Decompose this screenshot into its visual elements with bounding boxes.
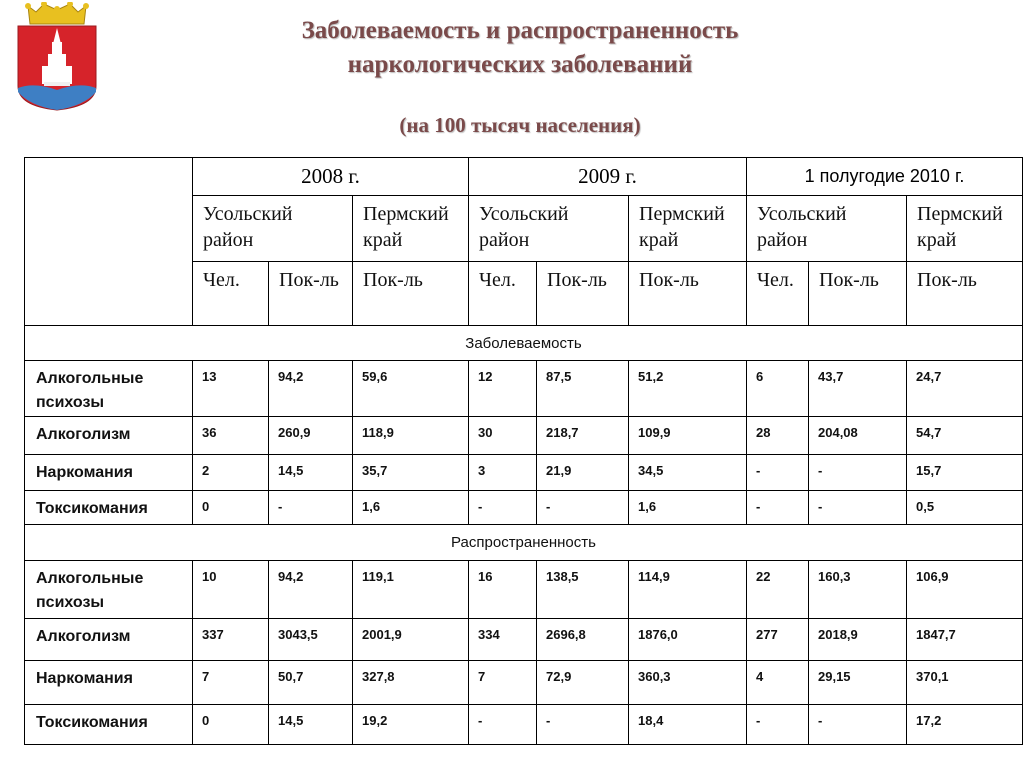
value-cell: - — [747, 491, 809, 525]
subheader-cell: Пок-ль — [537, 262, 629, 326]
value-cell: 1,6 — [353, 491, 469, 525]
row-label: Токсикомания — [25, 491, 193, 525]
value-cell: 7 — [469, 661, 537, 705]
row-label: Алкоголизм — [25, 417, 193, 455]
value-cell: 15,7 — [907, 455, 1023, 491]
header-corner-cell — [25, 158, 193, 326]
row-label: Наркомания — [25, 661, 193, 705]
value-cell: 7 — [193, 661, 269, 705]
value-cell: 36 — [193, 417, 269, 455]
year-header: 2009 г. — [469, 158, 747, 196]
value-cell: 12 — [469, 361, 537, 417]
value-cell: 334 — [469, 619, 537, 661]
value-cell: 370,1 — [907, 661, 1023, 705]
value-cell: 43,7 — [809, 361, 907, 417]
row-label: Алкогольные психозы — [25, 561, 193, 619]
table-row — [25, 361, 1023, 417]
value-cell: - — [809, 455, 907, 491]
table-row — [25, 619, 1023, 661]
subheader-cell: Чел. — [747, 262, 809, 326]
value-cell: 29,15 — [809, 661, 907, 705]
coat-of-arms-emblem — [14, 2, 100, 112]
table-row — [25, 705, 1023, 745]
value-cell: 0,5 — [907, 491, 1023, 525]
subheader-cell: Чел. — [193, 262, 269, 326]
value-cell: 34,5 — [629, 455, 747, 491]
value-cell: 3 — [469, 455, 537, 491]
value-cell: 22 — [747, 561, 809, 619]
year-header: 1 полугодие 2010 г. — [747, 158, 1023, 196]
title-line-2: наркологических заболеваний — [347, 51, 693, 78]
value-cell: 19,2 — [353, 705, 469, 745]
value-cell: - — [747, 455, 809, 491]
value-cell: 87,5 — [537, 361, 629, 417]
region-header: Усольский район — [747, 196, 907, 262]
value-cell: 72,9 — [537, 661, 629, 705]
value-cell: 24,7 — [907, 361, 1023, 417]
row-label: Наркомания — [25, 455, 193, 491]
section-title: Заболеваемость — [25, 326, 1023, 361]
value-cell: 327,8 — [353, 661, 469, 705]
value-cell: - — [537, 705, 629, 745]
subheader-cell: Пок-ль — [809, 262, 907, 326]
value-cell: 35,7 — [353, 455, 469, 491]
value-cell: 6 — [747, 361, 809, 417]
table-row — [25, 455, 1023, 491]
value-cell: 138,5 — [537, 561, 629, 619]
row-label: Алкогольные психозы — [25, 361, 193, 417]
value-cell: 21,9 — [537, 455, 629, 491]
value-cell: 118,9 — [353, 417, 469, 455]
value-cell: 2696,8 — [537, 619, 629, 661]
value-cell: 28 — [747, 417, 809, 455]
value-cell: 260,9 — [269, 417, 353, 455]
value-cell: 94,2 — [269, 561, 353, 619]
value-cell: 1,6 — [629, 491, 747, 525]
value-cell: 277 — [747, 619, 809, 661]
statistics-table — [24, 157, 1023, 745]
value-cell: 54,7 — [907, 417, 1023, 455]
subheader-cell: Чел. — [469, 262, 537, 326]
region-header: Усольский район — [193, 196, 353, 262]
value-cell: 0 — [193, 491, 269, 525]
section-title: Распространенность — [25, 525, 1023, 561]
value-cell: 50,7 — [269, 661, 353, 705]
region-header: Пермский край — [353, 196, 469, 262]
subheader-cell: Пок-ль — [629, 262, 747, 326]
region-header: Усольский район — [469, 196, 629, 262]
value-cell: 4 — [747, 661, 809, 705]
value-cell: 59,6 — [353, 361, 469, 417]
year-header: 2008 г. — [193, 158, 469, 196]
row-label: Токсикомания — [25, 705, 193, 745]
value-cell: 0 — [193, 705, 269, 745]
region-header: Пермский край — [629, 196, 747, 262]
value-cell: 51,2 — [629, 361, 747, 417]
table-row — [25, 417, 1023, 455]
table-row — [25, 491, 1023, 525]
row-label: Алкоголизм — [25, 619, 193, 661]
value-cell: 218,7 — [537, 417, 629, 455]
value-cell: - — [537, 491, 629, 525]
table-row — [25, 561, 1023, 619]
subheader-cell: Пок-ль — [907, 262, 1023, 326]
value-cell: 360,3 — [629, 661, 747, 705]
value-cell: 106,9 — [907, 561, 1023, 619]
value-cell: 30 — [469, 417, 537, 455]
value-cell: - — [747, 705, 809, 745]
value-cell: 160,3 — [809, 561, 907, 619]
page-subtitle: (на 100 тысяч населения) — [399, 113, 641, 137]
value-cell: 337 — [193, 619, 269, 661]
value-cell: 3043,5 — [269, 619, 353, 661]
value-cell: 2018,9 — [809, 619, 907, 661]
value-cell: - — [469, 491, 537, 525]
value-cell: 119,1 — [353, 561, 469, 619]
value-cell: 2001,9 — [353, 619, 469, 661]
value-cell: 14,5 — [269, 455, 353, 491]
page-title — [230, 14, 810, 82]
value-cell: - — [809, 491, 907, 525]
value-cell: 2 — [193, 455, 269, 491]
value-cell: 17,2 — [907, 705, 1023, 745]
value-cell: 114,9 — [629, 561, 747, 619]
subheader-cell: Пок-ль — [269, 262, 353, 326]
section-header-row — [25, 525, 1023, 561]
value-cell: 18,4 — [629, 705, 747, 745]
value-cell: 204,08 — [809, 417, 907, 455]
section-header-row — [25, 326, 1023, 361]
value-cell: 1847,7 — [907, 619, 1023, 661]
subheader-cell: Пок-ль — [353, 262, 469, 326]
value-cell: - — [469, 705, 537, 745]
value-cell: 16 — [469, 561, 537, 619]
region-header: Пермский край — [907, 196, 1023, 262]
value-cell: 13 — [193, 361, 269, 417]
value-cell: 14,5 — [269, 705, 353, 745]
table-row — [25, 661, 1023, 705]
value-cell: 109,9 — [629, 417, 747, 455]
value-cell: 10 — [193, 561, 269, 619]
value-cell: - — [269, 491, 353, 525]
title-line-1: Заболеваемость и распространенность — [301, 17, 739, 44]
value-cell: - — [809, 705, 907, 745]
header-row-years — [25, 158, 1023, 196]
value-cell: 94,2 — [269, 361, 353, 417]
value-cell: 1876,0 — [629, 619, 747, 661]
